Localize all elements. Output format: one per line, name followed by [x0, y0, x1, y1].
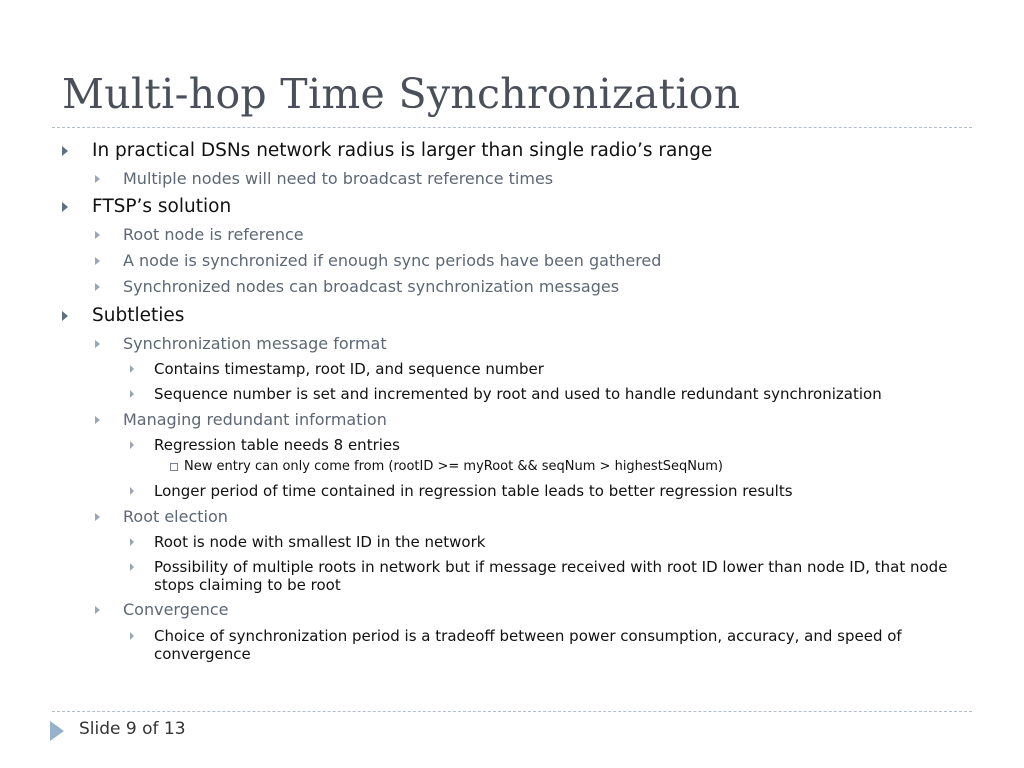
item-text: Possibility of multiple roots in network but if message received with root ID lower than node ID, that node stops claiming to be root	[154, 558, 948, 594]
list-item	[123, 226, 304, 244]
bullet-arrow-icon	[130, 390, 134, 398]
bullet-arrow-icon	[62, 311, 68, 321]
item-text: In practical DSNs network radius is larger than single radio’s range	[92, 140, 713, 161]
bullet-square-icon	[170, 463, 178, 471]
item-text: Root node is reference	[123, 225, 304, 244]
item-text: New entry can only come from (rootID >= myRoot && seqNum > highestSeqNum)	[184, 459, 723, 474]
list-item	[154, 360, 544, 378]
list-item	[92, 142, 712, 160]
bullet-arrow-icon	[95, 283, 100, 291]
item-text: Regression table needs 8 entries	[154, 436, 400, 454]
bullet-arrow-icon	[95, 175, 100, 183]
list-item	[154, 436, 400, 454]
bullet-arrow-icon	[95, 606, 100, 614]
footer-divider	[52, 711, 972, 712]
item-text: Synchronization message format	[123, 334, 387, 353]
list-item	[92, 307, 184, 325]
bullet-arrow-icon	[95, 513, 100, 521]
item-text: Contains timestamp, root ID, and sequence number	[154, 360, 544, 378]
list-item	[92, 198, 231, 216]
list-item	[154, 385, 882, 403]
list-item	[154, 627, 964, 663]
item-text: Synchronized nodes can broadcast synchronization messages	[123, 277, 620, 296]
item-text: Root is node with smallest ID in the network	[154, 533, 486, 551]
item-text: Subtleties	[92, 305, 185, 326]
list-item	[154, 482, 793, 500]
title-divider	[52, 127, 972, 128]
item-text: Managing redundant information	[123, 410, 387, 429]
list-item	[123, 508, 228, 526]
bullet-arrow-icon	[62, 146, 68, 156]
slide-number: Slide 9 of 13	[79, 719, 186, 739]
item-text: Root election	[123, 507, 228, 526]
list-item	[123, 335, 387, 353]
bullet-arrow-icon	[130, 563, 134, 571]
list-item	[154, 533, 485, 551]
bullet-arrow-icon	[95, 340, 100, 348]
slide-title: Multi-hop Time Synchronization	[62, 70, 741, 118]
item-text: A node is synchronized if enough sync periods have been gathered	[123, 251, 662, 270]
bullet-arrow-icon	[130, 538, 134, 546]
bullet-arrow-icon	[130, 365, 134, 373]
list-item	[123, 411, 387, 429]
item-text: Convergence	[123, 600, 229, 619]
bullet-arrow-icon	[95, 231, 100, 239]
footer-arrow-icon	[50, 721, 64, 741]
list-item	[123, 170, 553, 188]
item-text: Sequence number is set and incremented by root and used to handle redundant synchronization	[154, 385, 882, 403]
list-item	[123, 601, 229, 619]
item-text: Longer period of time contained in regression table leads to better regression results	[154, 482, 793, 500]
item-text: FTSP’s solution	[92, 196, 232, 217]
item-text: Multiple nodes will need to broadcast reference times	[123, 169, 554, 188]
bullet-arrow-icon	[62, 202, 68, 212]
bullet-arrow-icon	[130, 487, 134, 495]
item-text: Choice of synchronization period is a tradeoff between power consumption, accuracy, and speed of convergence	[154, 627, 902, 663]
bullet-arrow-icon	[130, 632, 134, 640]
bullet-arrow-icon	[130, 441, 134, 449]
list-item	[123, 278, 619, 296]
list-item	[154, 558, 964, 594]
bullet-arrow-icon	[95, 257, 100, 265]
list-item	[123, 252, 661, 270]
bullet-arrow-icon	[95, 416, 100, 424]
list-item	[184, 458, 723, 476]
